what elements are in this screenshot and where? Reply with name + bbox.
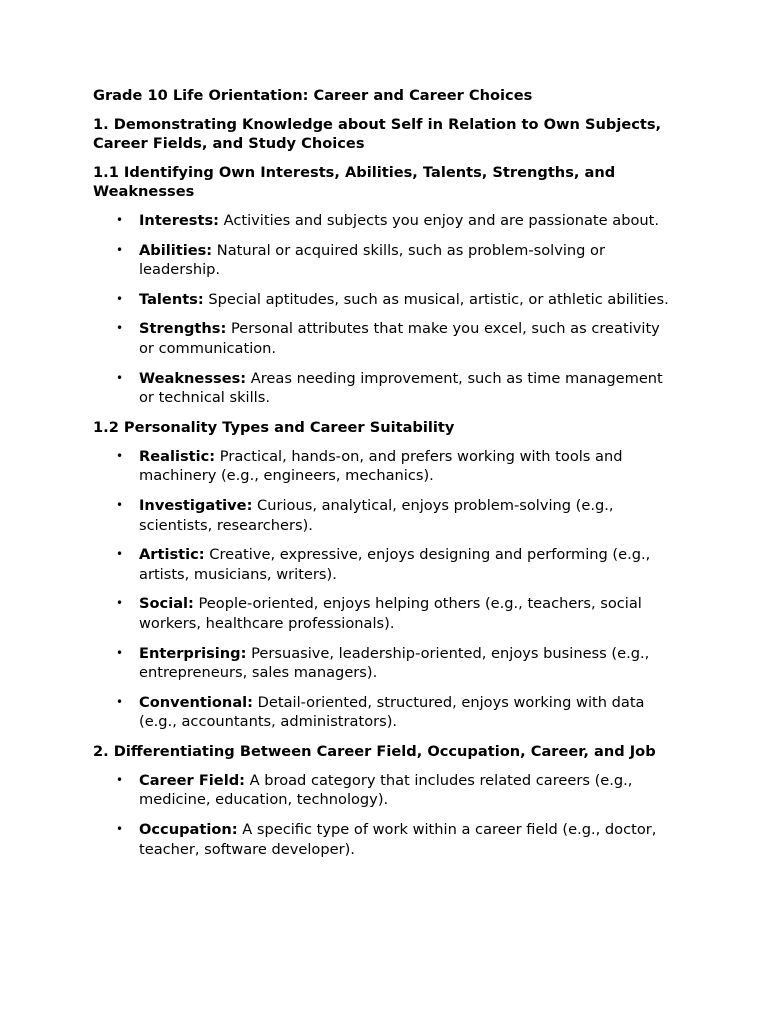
bullet-icon: • <box>116 497 124 512</box>
list-item-term: Occupation: <box>139 821 238 839</box>
list-item-text: Areas needing improvement, such as time management or technical skills. <box>139 369 663 407</box>
list-item-text: People-oriented, enjoys helping others (e.g., teachers, social workers, healthcare professionals). <box>139 595 642 632</box>
list-item-term: Weaknesses: <box>139 369 247 387</box>
bullet-icon: • <box>116 694 124 709</box>
list-item <box>93 319 678 358</box>
list-item <box>93 545 678 584</box>
list-item <box>93 496 678 535</box>
bullet-icon: • <box>116 645 124 660</box>
list-item-text: Natural or acquired skills, such as problem-solving or leadership. <box>139 241 605 279</box>
personality-types-list <box>93 447 678 732</box>
list-item-term: Artistic: <box>139 546 205 564</box>
list-item <box>93 820 678 859</box>
list-item <box>93 369 678 408</box>
document-title: Grade 10 Life Orientation: Career and Career Choices <box>93 87 533 104</box>
list-item-text: Creative, expressive, enjoys designing and performing (e.g., artists, musicians, writers). <box>139 546 651 583</box>
list-item <box>93 290 678 310</box>
self-knowledge-list <box>93 211 678 408</box>
section-2-heading: 2. Differentiating Between Career Field, Occupation, Career, and Job <box>93 742 656 760</box>
bullet-icon: • <box>116 321 124 336</box>
list-item-term: Interests: <box>139 212 219 229</box>
bullet-icon: • <box>116 242 124 257</box>
list-item-text: A specific type of work within a career field (e.g., doctor, teacher, software developer). <box>139 821 657 858</box>
list-item-text: Curious, analytical, enjoys problem-solving (e.g., scientists, researchers). <box>139 496 614 534</box>
list-item <box>93 693 678 732</box>
list-item-term: Social: <box>139 595 194 613</box>
list-item <box>93 771 678 810</box>
list-item <box>93 211 678 231</box>
list-item-text: Special aptitudes, such as musical, artistic, or athletic abilities. <box>203 290 669 308</box>
list-item <box>93 241 678 280</box>
bullet-icon: • <box>116 291 124 306</box>
list-item-term: Career Field: <box>139 771 245 789</box>
list-item <box>93 447 678 486</box>
list-item-text: Detail-oriented, structured, enjoys working with data (e.g., accountants, administrators). <box>139 693 645 731</box>
bullet-icon: • <box>116 213 124 227</box>
list-item-text: Personal attributes that make you excel, such as creativity or communication. <box>139 320 660 357</box>
bullet-icon: • <box>116 772 124 787</box>
section-1-2-heading: 1.2 Personality Types and Career Suitability <box>93 418 455 436</box>
list-item-text: Persuasive, leadership-oriented, enjoys business (e.g., entrepreneurs, sales managers). <box>139 644 650 682</box>
list-item-term: Enterprising: <box>139 644 247 662</box>
bullet-icon: • <box>116 822 124 837</box>
bullet-icon: • <box>116 448 124 463</box>
list-item <box>93 644 678 683</box>
bullet-icon: • <box>116 547 124 562</box>
list-item-term: Investigative: <box>139 496 253 514</box>
list-item-term: Realistic: <box>139 447 216 465</box>
bullet-icon: • <box>116 596 124 611</box>
list-item-text: Activities and subjects you enjoy and are passionate about. <box>218 212 660 229</box>
list-item-text: A broad category that includes related careers (e.g., medicine, education, technology). <box>139 771 633 809</box>
list-item <box>93 594 678 633</box>
list-item-term: Abilities: <box>139 241 213 259</box>
list-item-term: Strengths: <box>139 320 227 338</box>
list-item-text: Practical, hands-on, and prefers working with tools and machinery (e.g., engineers, mechanics). <box>139 447 623 485</box>
section-1-1-heading: 1.1 Identifying Own Interests, Abilities, Talents, Strengths, and Weaknesses <box>93 164 616 200</box>
list-item-term: Conventional: <box>139 693 254 711</box>
section-1-heading: 1. Demonstrating Knowledge about Self in Relation to Own Subjects, Career Fields, and Study Choices <box>93 116 662 152</box>
bullet-icon: • <box>116 370 124 385</box>
list-item-term: Talents: <box>139 290 204 308</box>
career-terms-list <box>93 771 678 859</box>
